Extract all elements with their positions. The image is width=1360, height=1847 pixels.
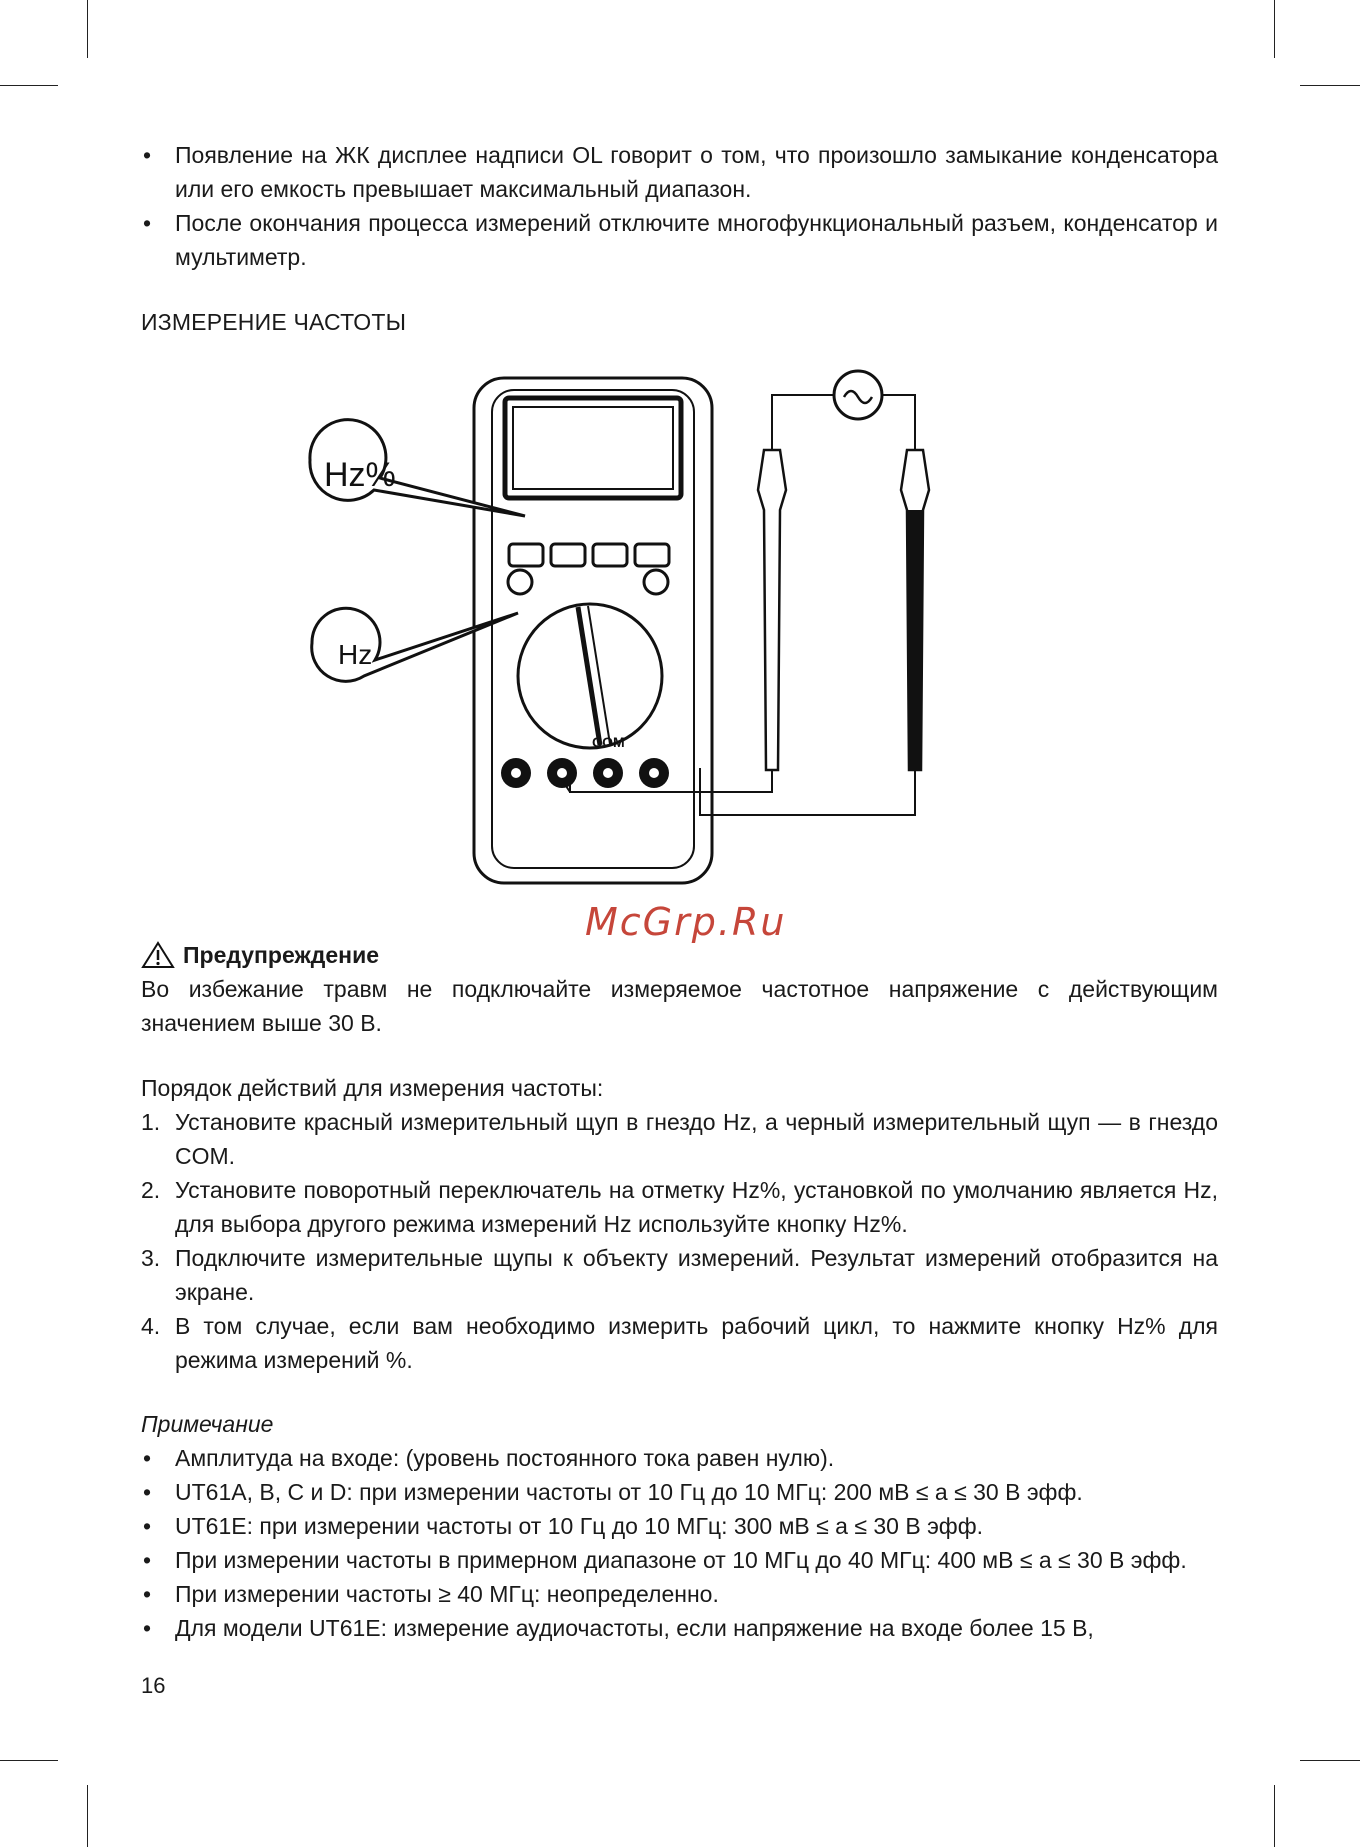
list-item: • Появление на ЖК дисплее надписи OL говорит о том, что произошло замыкание конденсатора или его емкость превышает максимальный диапазон.: [143, 142, 1218, 202]
crop-mark: [1300, 1760, 1360, 1761]
page-number: 16: [141, 1673, 166, 1698]
list-item: • Амплитуда на входе: (уровень постоянного тока равен нулю).: [143, 1445, 835, 1471]
note-title: Примечание: [141, 1411, 274, 1437]
list-item: • После окончания процесса измерений отключите многофункциональный разъем, конденсатор и мультиметр.: [143, 210, 1218, 270]
list-item: • При измерении частоты в примерном диапазоне от 10 МГц до 40 МГц: 400 мВ ≤ a ≤ 30 В эфф.: [143, 1547, 1187, 1573]
list-item: • UT61A, B, C и D: при измерении частоты от 10 Гц до 10 МГц: 200 мВ ≤ a ≤ 30 В эфф.: [143, 1479, 1083, 1505]
list-item: • При измерении частоты ≥ 40 МГц: неопределенно.: [143, 1581, 719, 1607]
circuit-wire: [883, 395, 915, 427]
steps-intro: Порядок действий для измерения частоты:: [141, 1075, 604, 1101]
callout-label-hz-percent: Hz%: [324, 456, 396, 494]
crop-mark: [87, 0, 88, 58]
crop-mark: [0, 85, 58, 86]
step-item: 4. В том случае, если вам необходимо измерить рабочий цикл, то нажмите кнопку Hz% для режима измерений %.: [141, 1313, 1218, 1373]
crop-mark: [0, 1760, 58, 1761]
step-item: 1. Установите красный измерительный щуп в гнездо Hz, а черный измерительный щуп — в гнездо COM.: [141, 1109, 1218, 1169]
hz-percent-button: [593, 544, 627, 566]
list-item: • Для модели UT61E: измерение аудиочастоты, если напряжение на входе более 15 В,: [143, 1615, 1094, 1641]
function-button: [551, 544, 585, 566]
circuit-wire: [772, 395, 833, 427]
warning-block: [141, 938, 1218, 1040]
crop-mark: [87, 1785, 88, 1847]
function-button: [509, 544, 543, 566]
callout-label-hz: Hz: [338, 639, 373, 670]
warning-title: Предупреждение: [141, 938, 1218, 972]
crop-mark: [1274, 0, 1275, 58]
step-item: 3. Подключите измерительные щупы к объекту измерений. Результат измерений отобразится на экране.: [141, 1245, 1218, 1305]
function-button: [635, 544, 669, 566]
step-item: 2. Установите поворотный переключатель на отметку Hz%, установкой по умолчанию является Hz, для выбора другого режима измерений Hz используйте кнопку Hz%.: [141, 1177, 1218, 1237]
lcd-display: [505, 398, 681, 498]
warning-text: Во избежание травм не подключайте измеряемое частотное напряжение с действующим значением выше 30 В.: [141, 976, 1218, 1036]
multimeter-diagram: [300, 360, 940, 900]
list-item: • UT61E: при измерении частоты от 10 Гц до 10 МГц: 300 мВ ≤ a ≤ 30 В эфф.: [143, 1513, 984, 1539]
section-title: ИЗМЕРЕНИЕ ЧАСТОТЫ: [141, 309, 407, 335]
warning-triangle-icon: [141, 941, 175, 969]
steps-block: [141, 1071, 1218, 1377]
watermark: McGrp.Ru: [585, 900, 787, 944]
red-probe: [758, 450, 786, 770]
black-probe: [908, 510, 922, 770]
crop-mark: [1300, 85, 1360, 86]
note-block: [141, 1407, 1218, 1645]
top-bullet-list: [141, 138, 1218, 274]
com-label: COM: [592, 734, 625, 750]
multimeter-body: [474, 378, 712, 883]
crop-mark: [1274, 1785, 1275, 1847]
